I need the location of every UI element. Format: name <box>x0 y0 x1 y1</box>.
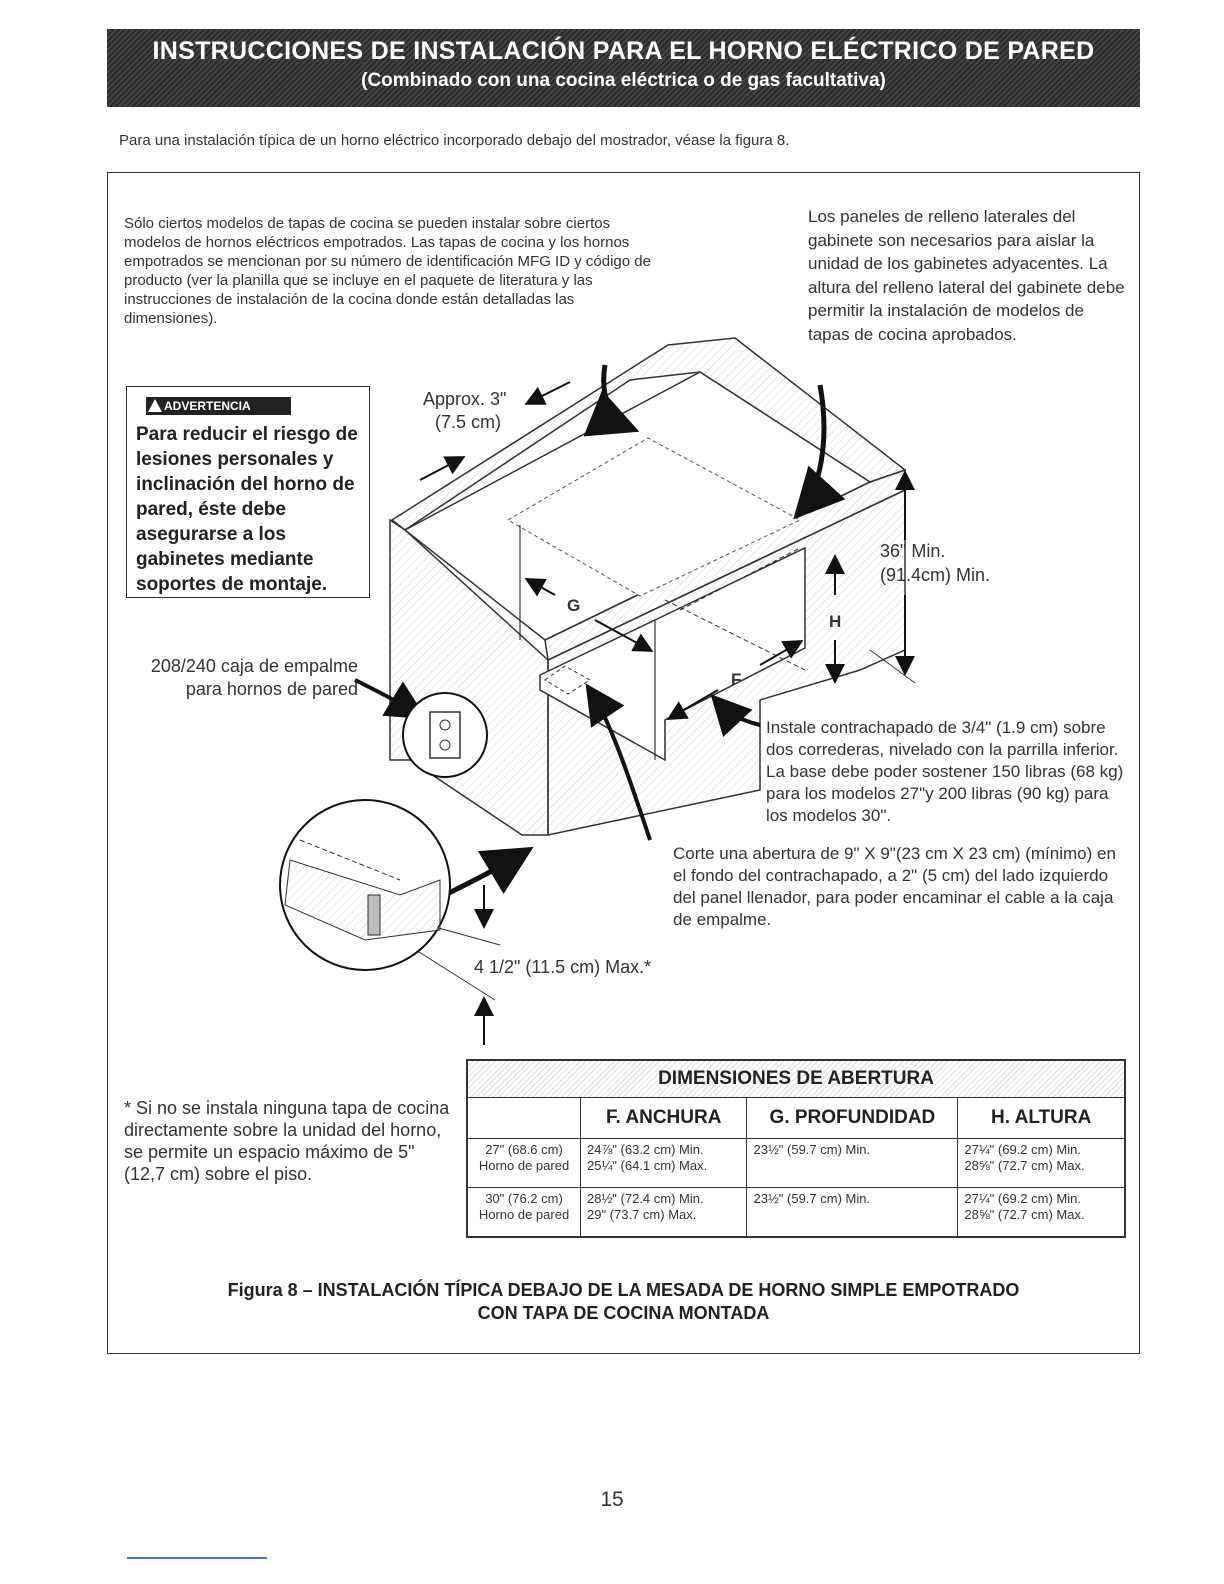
junction-box-label-2: para hornos de pared <box>185 679 358 699</box>
table-header-depth: G. PROFUNDIDAD <box>747 1098 958 1139</box>
height-max: 28⅝" (72.7 cm) Max. <box>964 1207 1085 1222</box>
dim-g-label: G <box>567 596 581 615</box>
warning-text: Para reducir el riesgo de lesiones personales y inclinación del horno de pared, éste debe asegurarse a los gabinetes mediante soportes de montaje. <box>136 424 358 595</box>
height-min: 27¼" (69.2 cm) Min. <box>964 1142 1081 1157</box>
height-label-2: (91.4cm) Min. <box>880 565 991 585</box>
table-header-blank <box>467 1098 581 1139</box>
width-min: 24⅞" (63.2 cm) Min. <box>587 1142 704 1157</box>
figure-caption <box>107 1279 1140 1325</box>
figure-caption-line-1: Figura 8 – INSTALACIÓN TÍPICA DEBAJO DE LA MESADA DE HORNO SIMPLE EMPOTRADO <box>227 1280 1020 1300</box>
width-max: 25¼" (64.1 cm) Max. <box>587 1158 708 1173</box>
table-cell-height <box>958 1188 1125 1238</box>
table-cell-width <box>581 1188 747 1238</box>
plywood-note: Instale contrachapado de 3/4" (1.9 cm) sobre dos correderas, nivelado con la parrilla inferior. La base debe poder sostener 150 libras (68 kg) para los modelos 27"y 200 libras (90 kg) para los modelos 30". <box>766 718 1124 825</box>
page-title: INSTRUCCIONES DE INSTALACIÓN PARA EL HORNO ELÉCTRICO DE PARED <box>152 37 1095 65</box>
table-cell-oven <box>467 1188 581 1238</box>
opening-dimensions-table <box>466 1059 1126 1238</box>
page-number: 15 <box>600 1488 624 1511</box>
table-cell-height <box>958 1139 1125 1188</box>
approx-depth-label-1: Approx. 3" <box>423 389 507 409</box>
filler-panel-note: Los paneles de relleno laterales del gabinete son necesarios para aislar la unidad de los gabinetes adyacentes. La altura del relleno lateral del gabinete debe permitir la instalación de modelos de tapas de cocina aprobados. <box>808 207 1125 344</box>
table-cell-width <box>581 1139 747 1188</box>
table-row <box>467 1139 1125 1188</box>
footer-rule <box>127 1557 267 1559</box>
width-min: 28½" (72.4 cm) Min. <box>587 1191 704 1206</box>
junction-box-detail <box>403 693 487 777</box>
oven-size: 30" (76.2 cm) <box>485 1191 563 1206</box>
table-header-height: H. ALTURA <box>958 1098 1125 1139</box>
width-max: 29" (73.7 cm) Max. <box>587 1207 697 1222</box>
table-title: DIMENSIONES DE ABERTURA <box>467 1060 1125 1098</box>
warning-icon <box>148 399 162 412</box>
junction-box-label-1: 208/240 caja de empalme <box>150 656 358 676</box>
height-label-1: 36" Min. <box>880 541 946 561</box>
approx-depth-label-2: (7.5 cm) <box>435 412 502 432</box>
footnote: * Si no se instala ninguna tapa de cocina directamente sobre la unidad del horno, se permite un espacio máximo de 5" (12,7 cm) sobre el piso. <box>124 1098 450 1184</box>
figure-caption-line-2: CON TAPA DE COCINA MONTADA <box>477 1303 770 1323</box>
warning-badge: ADVERTENCIA <box>146 397 291 415</box>
dim-h-label: H <box>829 612 842 631</box>
table-row <box>467 1188 1125 1238</box>
oven-size: 27" (68.6 cm) <box>485 1142 563 1157</box>
depth-min: 23½" (59.7 cm) Min. <box>753 1142 871 1157</box>
cutout-note: Corte una abertura de 9" X 9"(23 cm X 23 cm) (mínimo) en el fondo del contrachapado, a 2" (5 cm) del lado izquierdo del panel llenador, para poder encaminar el cable a la caja de empalme. <box>673 844 1116 929</box>
table-cell-oven <box>467 1139 581 1188</box>
floor-gap-detail <box>280 800 450 970</box>
oven-type: Horno de pared <box>478 1158 570 1173</box>
depth-min: 23½" (59.7 cm) Min. <box>753 1191 871 1206</box>
intro-text: Para una instalación típica de un horno eléctrico incorporado debajo del mostrador, véase la figura 8. <box>119 132 790 149</box>
dim-f-label: F <box>731 670 742 689</box>
table-header-width: F. ANCHURA <box>581 1098 747 1139</box>
height-min: 27¼" (69.2 cm) Min. <box>964 1191 1081 1206</box>
page-subtitle: (Combinado con una cocina eléctrica o de gas facultativa) <box>361 70 886 91</box>
oven-type: Horno de pared <box>478 1207 570 1222</box>
floor-gap-label: 4 1/2" (11.5 cm) Max.* <box>474 957 652 977</box>
compatibility-note: Sólo ciertos modelos de tapas de cocina se pueden instalar sobre ciertos modelos de hornos eléctricos empotrados. Las tapas de cocina y los hornos empotrados se mencionan por su número de identificación MFG ID y código de producto (ver la planilla que se incluye en el paquete de literatura y las instrucciones de instalación de la cocina donde están detalladas las dimensiones). <box>124 215 651 327</box>
table-cell-depth <box>747 1188 958 1238</box>
table-cell-depth <box>747 1139 958 1188</box>
height-max: 28⅝" (72.7 cm) Max. <box>964 1158 1085 1173</box>
